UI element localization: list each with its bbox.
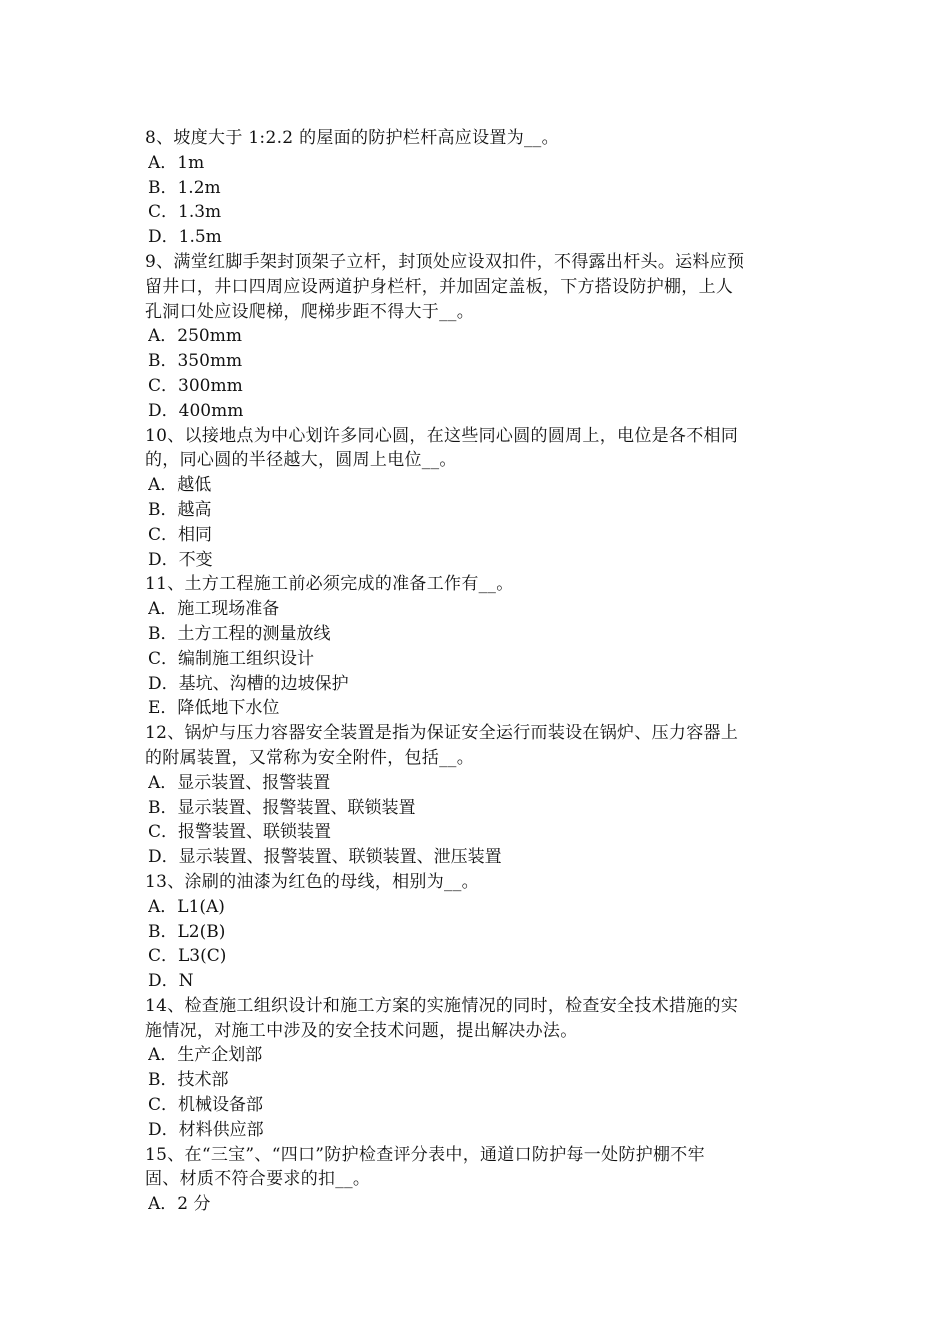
answer-option: D．不变 xyxy=(148,549,213,570)
answer-option: C．编制施工组织设计 xyxy=(148,648,315,669)
answer-option: D．N xyxy=(148,971,194,992)
answer-option: A．生产企划部 xyxy=(148,1045,263,1066)
question-text-line: 15、在“三宝”、“四口”防护检查评分表中，通道口防护每一处防护棚不牢 xyxy=(145,1144,705,1165)
question-text-line: 施情况，对施工中涉及的安全技术问题，提出解决办法。 xyxy=(145,1020,578,1041)
answer-option: A．2 分 xyxy=(148,1194,211,1215)
answer-option: B．越高 xyxy=(148,499,212,520)
answer-option: C．300mm xyxy=(148,375,243,396)
answer-option: A．250mm xyxy=(148,326,242,347)
answer-option: A．越低 xyxy=(148,475,212,496)
answer-option: C．相同 xyxy=(148,524,213,545)
answer-option: A．L1(A) xyxy=(148,896,225,917)
question-text-line: 9、满堂红脚手架封顶架子立杆，封顶处应设双扣件，不得露出杆头。运料应预 xyxy=(145,251,745,272)
question-text-line: 孔洞口处应设爬梯，爬梯步距不得大于__。 xyxy=(145,301,474,322)
answer-option: B．技术部 xyxy=(148,1070,229,1091)
answer-option: A．显示装置、报警装置 xyxy=(148,772,331,793)
question-text-line: 14、检查施工组织设计和施工方案的实施情况的同时，检查安全技术措施的实 xyxy=(145,995,739,1016)
answer-option: B．350mm xyxy=(148,351,243,372)
question-text-line: 固、材质不符合要求的扣__。 xyxy=(145,1169,371,1190)
question-text-line: 留井口，井口四周应设两道护身栏杆，并加固定盖板，下方搭设防护棚，上人 xyxy=(145,276,734,297)
answer-option: C．L3(C) xyxy=(148,946,227,967)
answer-option: E．降低地下水位 xyxy=(148,698,280,719)
question-text-line: 11、土方工程施工前必须完成的准备工作有__。 xyxy=(145,574,514,595)
question-text-line: 13、涂刷的油漆为红色的母线，相别为__。 xyxy=(145,871,479,892)
answer-option: D．材料供应部 xyxy=(148,1119,264,1140)
question-text-line: 8、坡度大于 1:2.2 的屋面的防护栏杆高应设置为__。 xyxy=(145,128,559,148)
answer-option: B．1.2m xyxy=(148,177,221,198)
answer-option: B．土方工程的测量放线 xyxy=(148,623,331,644)
question-text-line: 的，同心圆的半径越大，圆周上电位__。 xyxy=(145,450,457,471)
answer-option: D．400mm xyxy=(148,400,244,421)
answer-option: B．显示装置、报警装置、联锁装置 xyxy=(148,797,416,818)
question-text-line: 10、以接地点为中心划许多同心圆，在这些同心圆的圆周上，电位是各不相同 xyxy=(145,425,739,446)
answer-option: A．1m xyxy=(148,152,205,173)
answer-option: B．L2(B) xyxy=(148,921,226,942)
question-text-line: 12、锅炉与压力容器安全装置是指为保证安全运行而装设在锅炉、压力容器上 xyxy=(145,723,739,744)
answer-option: A．施工现场准备 xyxy=(148,599,280,620)
answer-option: C．机械设备部 xyxy=(148,1095,264,1116)
answer-option: C．1.3m xyxy=(148,202,222,223)
question-text-line: 的附属装置，又常称为安全附件，包括__。 xyxy=(145,747,474,768)
answer-option: C．报警装置、联锁装置 xyxy=(148,822,332,843)
answer-option: D．基坑、沟槽的边坡保护 xyxy=(148,673,349,694)
answer-option: D．显示装置、报警装置、联锁装置、泄压装置 xyxy=(148,847,502,868)
answer-option: D．1.5m xyxy=(148,227,222,248)
